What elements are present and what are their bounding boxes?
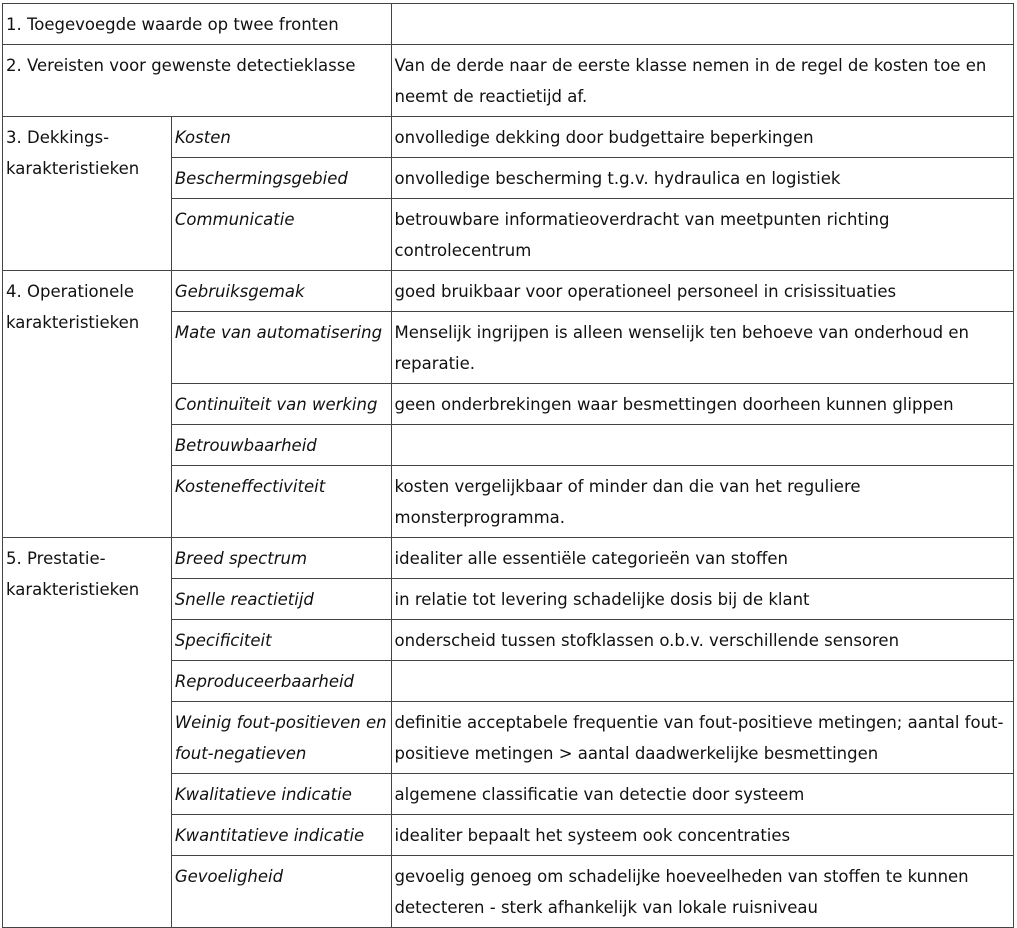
criterion-cell: Mate van automatisering — [171, 312, 391, 384]
row-description — [391, 4, 1013, 45]
criterion-cell: Kosteneffectiviteit — [171, 466, 391, 538]
description-cell: onvolledige dekking door budgettaire beperkingen — [391, 117, 1013, 158]
table-row — [3, 4, 1014, 45]
description-cell: onvolledige bescherming t.g.v. hydraulica en logistiek — [391, 158, 1013, 199]
group-title: 4. Operationele karakteristieken — [3, 271, 172, 538]
section-header: 2. Vereisten voor gewenste detectieklasse — [3, 45, 392, 117]
description-cell: algemene classificatie van detectie door systeem — [391, 774, 1013, 815]
criterion-cell: Breed spectrum — [171, 538, 391, 579]
criterion-cell: Gebruiksgemak — [171, 271, 391, 312]
description-cell — [391, 661, 1013, 702]
description-cell: in relatie tot levering schadelijke dosis bij de klant — [391, 579, 1013, 620]
row-description: Van de derde naar de eerste klasse nemen in de regel de kosten toe en neemt de reactietijd af. — [391, 45, 1013, 117]
criterion-cell: Specificiteit — [171, 620, 391, 661]
group-title: 3. Dekkings-karakteristieken — [3, 117, 172, 271]
description-cell: kosten vergelijkbaar of minder dan die van het reguliere monsterprogramma. — [391, 466, 1013, 538]
description-cell: definitie acceptabele frequentie van fout-positieve metingen; aantal fout-positieve metingen > aantal daadwerkelijke besmettingen — [391, 702, 1013, 774]
criterion-cell: Weinig fout-positieven en fout-negatieven — [171, 702, 391, 774]
description-cell: onderscheid tussen stofklassen o.b.v. verschillende sensoren — [391, 620, 1013, 661]
criterion-cell: Kosten — [171, 117, 391, 158]
description-cell: idealiter bepaalt het systeem ook concentraties — [391, 815, 1013, 856]
table-row — [3, 538, 1014, 579]
description-cell: idealiter alle essentiële categorieën van stoffen — [391, 538, 1013, 579]
criterion-cell: Gevoeligheid — [171, 856, 391, 928]
criterion-cell: Kwantitatieve indicatie — [171, 815, 391, 856]
description-cell: goed bruikbaar voor operationeel personeel in crisissituaties — [391, 271, 1013, 312]
table-row — [3, 45, 1014, 117]
description-cell: geen onderbrekingen waar besmettingen doorheen kunnen glippen — [391, 384, 1013, 425]
table-row — [3, 271, 1014, 312]
description-cell: gevoelig genoeg om schadelijke hoeveelheden van stoffen te kunnen detecteren - sterk afhankelijk van lokale ruisniveau — [391, 856, 1013, 928]
criterion-cell: Reproduceerbaarheid — [171, 661, 391, 702]
criterion-cell: Betrouwbaarheid — [171, 425, 391, 466]
table-row — [3, 117, 1014, 158]
description-cell: betrouwbare informatieoverdracht van meetpunten richting controlecentrum — [391, 199, 1013, 271]
criterion-cell: Beschermingsgebied — [171, 158, 391, 199]
description-cell — [391, 425, 1013, 466]
requirements-table — [2, 3, 1014, 928]
criterion-cell: Communicatie — [171, 199, 391, 271]
criterion-cell: Continuïteit van werking — [171, 384, 391, 425]
section-header: 1. Toegevoegde waarde op twee fronten — [3, 4, 392, 45]
criterion-cell: Kwalitatieve indicatie — [171, 774, 391, 815]
group-title: 5. Prestatie-karakteristieken — [3, 538, 172, 928]
criterion-cell: Snelle reactietijd — [171, 579, 391, 620]
description-cell: Menselijk ingrijpen is alleen wenselijk ten behoeve van onderhoud en reparatie. — [391, 312, 1013, 384]
